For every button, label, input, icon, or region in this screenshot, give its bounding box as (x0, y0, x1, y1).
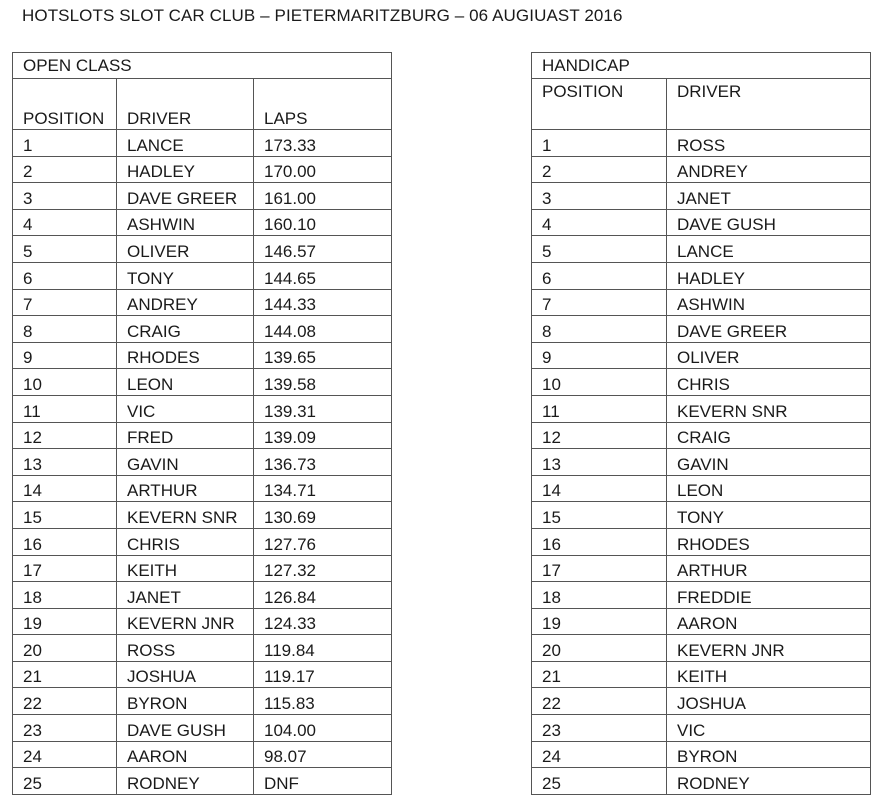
table-row (532, 449, 871, 476)
laps-cell: 173.33 (254, 130, 392, 157)
position-cell: 14 (13, 475, 117, 502)
table-row (532, 582, 871, 609)
driver-cell: DAVE GREER (117, 183, 254, 210)
position-cell: 3 (13, 183, 117, 210)
driver-cell: RODNEY (117, 768, 254, 795)
driver-cell: LEON (667, 475, 871, 502)
driver-cell: ROSS (667, 130, 871, 157)
position-cell: 15 (532, 502, 667, 529)
driver-cell: KEVERN SNR (117, 502, 254, 529)
driver-cell: VIC (667, 715, 871, 742)
driver-cell: JANET (117, 582, 254, 609)
laps-cell: 130.69 (254, 502, 392, 529)
table-row (532, 528, 871, 555)
laps-cell: 139.58 (254, 369, 392, 396)
driver-cell: ASHWIN (117, 209, 254, 236)
position-cell: 17 (13, 555, 117, 582)
table-row (532, 608, 871, 635)
driver-cell: BYRON (117, 688, 254, 715)
driver-cell: FREDDIE (667, 582, 871, 609)
position-cell: 6 (532, 262, 667, 289)
laps-cell: 144.08 (254, 316, 392, 343)
laps-cell: 146.57 (254, 236, 392, 263)
driver-cell: JANET (667, 183, 871, 210)
driver-cell: GAVIN (667, 449, 871, 476)
table-row (532, 555, 871, 582)
driver-cell: ARTHUR (117, 475, 254, 502)
position-cell: 16 (13, 528, 117, 555)
position-cell: 20 (532, 635, 667, 662)
driver-cell: KEVERN JNR (667, 635, 871, 662)
table-row (532, 183, 871, 210)
laps-cell: 127.76 (254, 528, 392, 555)
driver-cell: TONY (667, 502, 871, 529)
driver-cell: LANCE (667, 236, 871, 263)
position-cell: 24 (13, 741, 117, 768)
table-row (13, 342, 392, 369)
table-row (532, 262, 871, 289)
laps-cell: 144.65 (254, 262, 392, 289)
handicap-caption-row (532, 53, 871, 79)
laps-cell: 139.31 (254, 395, 392, 422)
laps-cell: 126.84 (254, 582, 392, 609)
position-cell: 19 (13, 608, 117, 635)
table-row (532, 316, 871, 343)
table-row (13, 130, 392, 157)
driver-cell: KEITH (117, 555, 254, 582)
laps-cell: 98.07 (254, 741, 392, 768)
position-cell: 17 (532, 555, 667, 582)
table-row (13, 262, 392, 289)
driver-cell: CRAIG (117, 316, 254, 343)
driver-cell: HADLEY (667, 262, 871, 289)
position-cell: 9 (13, 342, 117, 369)
table-row (532, 635, 871, 662)
position-cell: 15 (13, 502, 117, 529)
table-row (532, 502, 871, 529)
laps-cell: 127.32 (254, 555, 392, 582)
table-row (532, 342, 871, 369)
position-cell: 12 (13, 422, 117, 449)
table-row (532, 715, 871, 742)
table-row (532, 475, 871, 502)
driver-cell: GAVIN (117, 449, 254, 476)
position-cell: 2 (13, 156, 117, 183)
table-row (13, 715, 392, 742)
position-cell: 7 (13, 289, 117, 316)
position-cell: 10 (532, 369, 667, 396)
position-cell: 22 (13, 688, 117, 715)
table-row (532, 289, 871, 316)
laps-cell: 134.71 (254, 475, 392, 502)
table-row (532, 369, 871, 396)
laps-cell: 124.33 (254, 608, 392, 635)
open-class-header-row (13, 79, 392, 130)
handicap-table (531, 52, 871, 795)
position-cell: 16 (532, 528, 667, 555)
laps-cell: 136.73 (254, 449, 392, 476)
table-row (13, 582, 392, 609)
position-cell: 10 (13, 369, 117, 396)
position-cell: 3 (532, 183, 667, 210)
table-row (13, 741, 392, 768)
position-cell: 24 (532, 741, 667, 768)
driver-cell: CHRIS (667, 369, 871, 396)
driver-cell: KEVERN JNR (117, 608, 254, 635)
driver-cell: ANDREY (667, 156, 871, 183)
table-row (532, 236, 871, 263)
column-header-position: POSITION (13, 79, 117, 130)
driver-cell: DAVE GREER (667, 316, 871, 343)
table-row (13, 688, 392, 715)
position-cell: 11 (13, 395, 117, 422)
position-cell: 25 (532, 768, 667, 795)
table-row (13, 369, 392, 396)
driver-cell: KEITH (667, 661, 871, 688)
driver-cell: DAVE GUSH (117, 715, 254, 742)
driver-cell: RHODES (117, 342, 254, 369)
driver-cell: AARON (667, 608, 871, 635)
open-class-caption-row (13, 53, 392, 79)
position-cell: 4 (532, 209, 667, 236)
page-title: HOTSLOTS SLOT CAR CLUB – PIETERMARITZBURG – 06 AUGIUAST 2016 (22, 6, 623, 25)
laps-cell: 170.00 (254, 156, 392, 183)
table-row (13, 555, 392, 582)
position-cell: 13 (13, 449, 117, 476)
driver-cell: AARON (117, 741, 254, 768)
position-cell: 1 (532, 130, 667, 157)
table-row (532, 688, 871, 715)
table-row (532, 741, 871, 768)
driver-cell: CRAIG (667, 422, 871, 449)
table-row (13, 449, 392, 476)
position-cell: 18 (532, 582, 667, 609)
table-row (13, 528, 392, 555)
column-header-driver: DRIVER (117, 79, 254, 130)
driver-cell: ARTHUR (667, 555, 871, 582)
laps-cell: 119.84 (254, 635, 392, 662)
position-cell: 23 (13, 715, 117, 742)
open-class-table (12, 52, 392, 795)
driver-cell: JOSHUA (667, 688, 871, 715)
table-row (532, 422, 871, 449)
position-cell: 2 (532, 156, 667, 183)
driver-cell: RHODES (667, 528, 871, 555)
laps-cell: 119.17 (254, 661, 392, 688)
column-header-position: POSITION (532, 79, 667, 130)
driver-cell: LANCE (117, 130, 254, 157)
position-cell: 21 (532, 661, 667, 688)
position-cell: 6 (13, 262, 117, 289)
driver-cell: FRED (117, 422, 254, 449)
table-row (532, 395, 871, 422)
driver-cell: ANDREY (117, 289, 254, 316)
table-row (13, 209, 392, 236)
table-row (13, 236, 392, 263)
laps-cell: 139.65 (254, 342, 392, 369)
table-row (13, 475, 392, 502)
position-cell: 25 (13, 768, 117, 795)
table-row (13, 661, 392, 688)
position-cell: 22 (532, 688, 667, 715)
handicap-header-row (532, 79, 871, 130)
table-row (13, 395, 392, 422)
driver-cell: RODNEY (667, 768, 871, 795)
position-cell: 19 (532, 608, 667, 635)
table-row (13, 768, 392, 795)
position-cell: 14 (532, 475, 667, 502)
position-cell: 13 (532, 449, 667, 476)
column-header-driver: DRIVER (667, 79, 871, 130)
driver-cell: KEVERN SNR (667, 395, 871, 422)
table-row (13, 422, 392, 449)
driver-cell: OLIVER (667, 342, 871, 369)
table-row (13, 289, 392, 316)
open-class-caption: OPEN CLASS (13, 53, 392, 79)
laps-cell: 144.33 (254, 289, 392, 316)
laps-cell: 161.00 (254, 183, 392, 210)
position-cell: 8 (532, 316, 667, 343)
driver-cell: ROSS (117, 635, 254, 662)
driver-cell: HADLEY (117, 156, 254, 183)
table-row (532, 661, 871, 688)
table-row (13, 635, 392, 662)
position-cell: 9 (532, 342, 667, 369)
position-cell: 12 (532, 422, 667, 449)
table-row (13, 183, 392, 210)
driver-cell: DAVE GUSH (667, 209, 871, 236)
laps-cell: DNF (254, 768, 392, 795)
position-cell: 7 (532, 289, 667, 316)
driver-cell: TONY (117, 262, 254, 289)
position-cell: 5 (532, 236, 667, 263)
table-row (13, 156, 392, 183)
table-row (13, 316, 392, 343)
table-row (532, 156, 871, 183)
laps-cell: 104.00 (254, 715, 392, 742)
table-row (13, 502, 392, 529)
position-cell: 5 (13, 236, 117, 263)
position-cell: 20 (13, 635, 117, 662)
handicap-caption: HANDICAP (532, 53, 871, 79)
driver-cell: BYRON (667, 741, 871, 768)
driver-cell: CHRIS (117, 528, 254, 555)
driver-cell: VIC (117, 395, 254, 422)
laps-cell: 139.09 (254, 422, 392, 449)
position-cell: 1 (13, 130, 117, 157)
driver-cell: ASHWIN (667, 289, 871, 316)
table-row (532, 768, 871, 795)
table-row (532, 209, 871, 236)
driver-cell: OLIVER (117, 236, 254, 263)
table-row (532, 130, 871, 157)
position-cell: 18 (13, 582, 117, 609)
table-row (13, 608, 392, 635)
position-cell: 4 (13, 209, 117, 236)
position-cell: 21 (13, 661, 117, 688)
position-cell: 23 (532, 715, 667, 742)
position-cell: 11 (532, 395, 667, 422)
laps-cell: 115.83 (254, 688, 392, 715)
position-cell: 8 (13, 316, 117, 343)
column-header-laps: LAPS (254, 79, 392, 130)
laps-cell: 160.10 (254, 209, 392, 236)
driver-cell: LEON (117, 369, 254, 396)
driver-cell: JOSHUA (117, 661, 254, 688)
